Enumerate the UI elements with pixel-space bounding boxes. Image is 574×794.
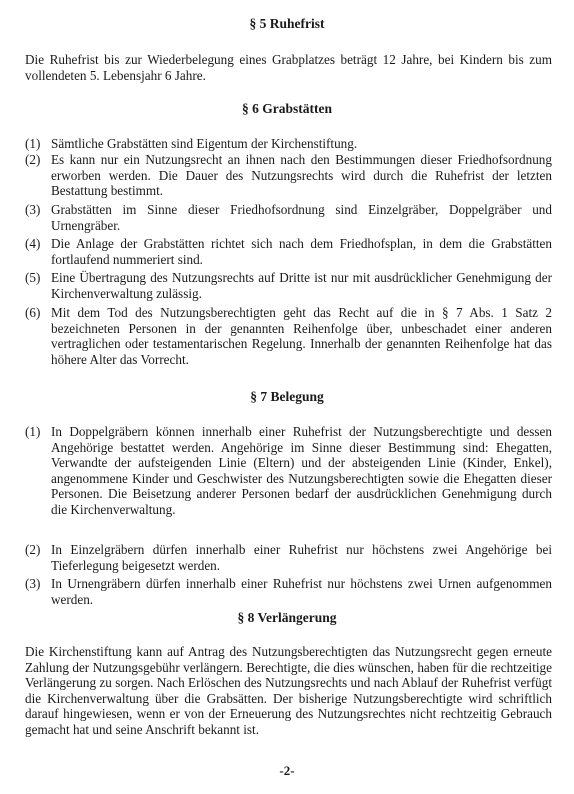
page-number: -2- — [279, 763, 295, 778]
item-text: Grabstätten im Sinne dieser Friedhofsordnung sind Einzelgräber, Doppelgräber und Urnengräber. — [51, 202, 552, 233]
section-7-item-3 — [25, 576, 552, 607]
item-number: (5) — [25, 270, 41, 285]
section-7-item-2 — [25, 542, 552, 573]
item-number: (3) — [25, 576, 41, 591]
item-number: (2) — [25, 542, 41, 557]
item-text: In Urnengräbern dürfen innerhalb einer Ruhefrist nur höchstens zwei Urnen aufgenommen werden. — [51, 576, 552, 607]
section-5-heading: § 5 Ruhefrist — [249, 16, 325, 31]
item-text: Die Anlage der Grabstätten richtet sich nach dem Friedhofsplan, in dem die Grabstätten fortlaufend nummeriert sind. — [51, 236, 552, 267]
item-text: Eine Übertragung des Nutzungsrechts auf Dritte ist nur mit ausdrücklicher Genehmigung der Kirchenverwaltung zulässig. — [51, 270, 552, 301]
section-5-text: Die Ruhefrist bis zur Wiederbelegung eines Grabplatzes beträgt 12 Jahre, bei Kindern bis zum vollendeten 5. Lebensjahr 6 Jahre. — [25, 52, 552, 83]
item-text: Sämtliche Grabstätten sind Eigentum der Kirchenstiftung. — [51, 136, 358, 151]
section-8-heading: § 8 Verlängerung — [237, 610, 337, 625]
section-7-heading: § 7 Belegung — [250, 389, 324, 404]
section-6-item-4 — [25, 236, 552, 267]
section-6-item-3 — [25, 202, 552, 233]
section-6-item-6 — [25, 305, 552, 367]
item-text: In Einzelgräbern dürfen innerhalb einer Ruhefrist nur höchstens zwei Angehörige bei Tieferlegung beigesetzt werden. — [51, 542, 552, 573]
item-number: (3) — [25, 202, 41, 217]
item-text: Es kann nur ein Nutzungsrecht an ihnen nach den Bestimmungen dieser Friedhofsordnung erworben werden. Die Dauer des Nutzungsrechts wird durch die Ruhefrist der letzten Bestattung bestimmt. — [51, 152, 552, 199]
section-6-heading: § 6 Grabstätten — [242, 101, 332, 116]
section-8-text: Die Kirchenstiftung kann auf Antrag des Nutzungsberechtigten das Nutzungsrecht gegen erneute Zahlung der Nutzungsgebühr verlängern. Berechtigte, die dies wünschen, haben für die rechtzeitige Verlängerung zu sorgen. Nach Erlöschen des Nutzungsrechts und nach Ablauf der Ruhefrist verfügt die Kirchenverwaltung über die Grabsätten. Der bisherige Nutzungsberechtigte wird schriftlich darauf hingewiesen, wenn er von der Erneuerung des Nutzungsrechtes nicht rechtzeitig Gebrauch gemacht hat und seine Anschrift bekannt ist. — [25, 644, 552, 737]
item-number: (1) — [25, 136, 41, 151]
section-6-item-1 — [25, 136, 552, 152]
section-7-item-1 — [25, 424, 552, 518]
item-number: (4) — [25, 236, 41, 251]
section-6-item-5 — [25, 270, 552, 301]
item-number: (1) — [25, 424, 41, 439]
item-number: (2) — [25, 152, 41, 167]
item-text: Mit dem Tod des Nutzungsberechtigten geht das Recht auf die in § 7 Abs. 1 Satz 2 bezeichneten Personen in der genannten Reihenfolge über, unbeschadet einer anderen vertraglichen oder testamentarischen Regelung. Innerhalb der genannten Reihenfolge hat das höhere Alter das Vorrecht. — [51, 305, 552, 367]
item-number: (6) — [25, 305, 41, 320]
section-6-item-2 — [25, 152, 552, 199]
item-text: In Doppelgräbern können innerhalb einer Ruhefrist der Nutzungsberechtigte und dessen Angehörige bestattet werden. Angehörige im Sinne dieser Bestimmung sind: Ehegatten, Verwandte der aufsteigenden Linie (Eltern) und der absteigenden Linie (Kinder, Enkel), angenommene Kinder und Geschwister des Nutzungsberechtigten sowie die Ehegatten dieser Personen. Die Beisetzung anderer Personen bedarf der ausdrücklichen Genehmigung durch die Kirchenverwaltung. — [51, 424, 552, 517]
